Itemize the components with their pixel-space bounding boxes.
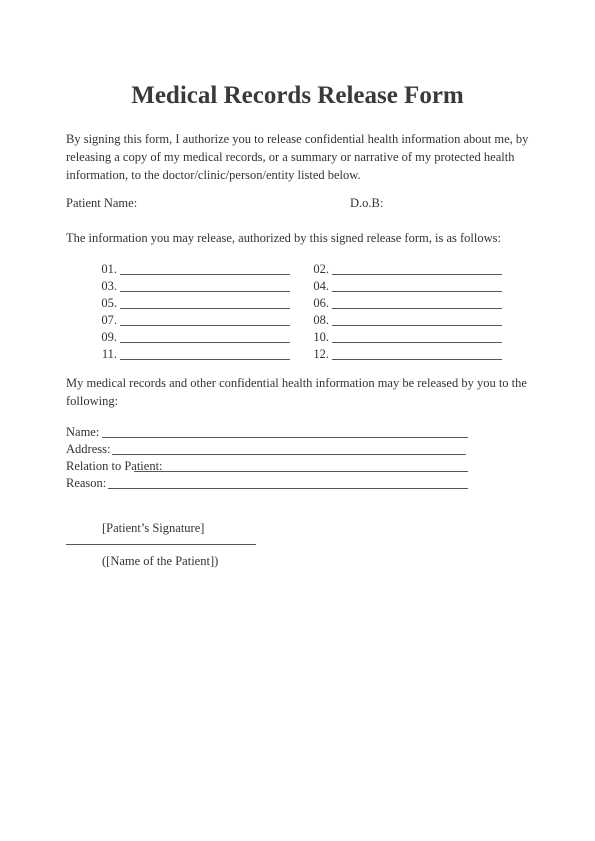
field-blank-line xyxy=(108,488,468,489)
item-number: 04. xyxy=(313,279,329,293)
reason-field[interactable] xyxy=(66,475,468,492)
patient-signature-label: [Patient’s Signature] xyxy=(102,521,205,535)
item-number: 12. xyxy=(313,347,329,361)
item-number: 01. xyxy=(101,262,117,276)
dob-label: D.o.B: xyxy=(350,196,384,210)
recipient-address-field[interactable] xyxy=(66,441,468,458)
item-number: 11. xyxy=(101,347,117,361)
item-blank-line xyxy=(120,342,290,343)
field-blank-line xyxy=(102,437,468,438)
item-number: 05. xyxy=(101,296,117,310)
item-blank-line xyxy=(120,325,290,326)
release-statement: The information you may release, authorized by this signed release form, is as follows: xyxy=(66,231,501,245)
recipient-statement: My medical records and other confidential health information may be released by you to the following: xyxy=(66,376,527,408)
item-number: 09. xyxy=(101,330,117,344)
item-number: 08. xyxy=(313,313,329,327)
item-blank-line xyxy=(332,359,502,360)
item-blank-line xyxy=(332,291,502,292)
field-label: Name: xyxy=(66,425,100,439)
item-blank-line xyxy=(120,308,290,309)
authorization-paragraph: By signing this form, I authorize you to release confidential health information about me, by releasing a copy of my medical records, or a summary or narrative of my protected health information, to the doctor/clinic/person/entity listed below. xyxy=(66,132,529,182)
patient-name-placeholder: ([Name of the Patient]) xyxy=(102,554,219,568)
field-label: Address: xyxy=(66,442,111,456)
item-blank-line xyxy=(332,325,502,326)
item-blank-line xyxy=(332,342,502,343)
item-blank-line xyxy=(120,291,290,292)
field-label: Reason: xyxy=(66,476,107,490)
relation-to-patient-field[interactable] xyxy=(66,458,468,475)
field-label: Relation to Patient: xyxy=(66,459,163,473)
item-number: 10. xyxy=(313,330,329,344)
patient-name-label: Patient Name: xyxy=(66,196,138,210)
item-blank-line xyxy=(120,274,290,275)
signature-line[interactable] xyxy=(66,544,256,545)
item-blank-line xyxy=(120,359,290,360)
item-number: 03. xyxy=(101,279,117,293)
field-blank-line xyxy=(112,454,466,455)
item-number: 02. xyxy=(313,262,329,276)
form-title: Medical Records Release Form xyxy=(131,82,464,109)
item-number: 07. xyxy=(101,313,117,327)
field-blank-line xyxy=(134,471,468,472)
recipient-name-field[interactable] xyxy=(66,424,468,441)
item-number: 06. xyxy=(313,296,329,310)
item-blank-line xyxy=(332,274,502,275)
item-blank-line xyxy=(332,308,502,309)
